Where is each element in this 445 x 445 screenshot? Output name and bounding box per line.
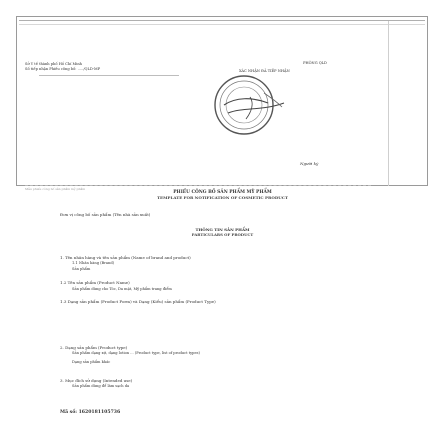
item-1: 1. Tên nhãn hàng và tên sản phẩm (Name of brand and product) [60, 255, 191, 260]
item-4-sub-1: Sản phẩm dạng xịt, dạng lotion ... (Product type, list of product types) [72, 351, 200, 355]
item-4-sub-2: Dạng sản phẩm khác [72, 360, 111, 364]
cover-header-left-1: Sở Y tế thành phố Hồ Chí Minh [25, 62, 82, 66]
cover-bottom-rule [25, 185, 371, 186]
particulars-subtitle: PARTICULARS OF PRODUCT [191, 232, 254, 237]
item-3: 1.3 Dạng sản phẩm (Product Form) và Dạng (Kiểu) sản phẩm (Product Type) [60, 299, 216, 304]
item-1-sub-1: 1.1 Nhãn hàng (Brand) [72, 261, 115, 265]
item-4: 2. Dạng sản phẩm (Product type) [60, 345, 128, 350]
particulars-title: THÔNG TIN SẢN PHẨM [195, 227, 250, 232]
cover-header-right-2: XÁC NHẬN ĐÃ TIẾP NHẬN [239, 69, 290, 73]
cover-inner-panel [21, 21, 389, 186]
cover-bottom-note: Mẫu phiếu công bố sản phẩm mỹ phẩm [25, 187, 86, 191]
cover-header-left-2: Số tiếp nhận Phiếu công bố: ...../QLD-MP [25, 67, 101, 71]
item-2: 1.2 Tên sản phẩm (Product Name) [60, 280, 130, 285]
form-subtitle: TEMPLATE FOR NOTIFICATION OF COSMETIC PRODUCT [157, 195, 288, 200]
cover-header-right-1: PHÒNG QLD [303, 61, 327, 65]
form-title: PHIẾU CÔNG BỐ SẢN PHẨM MỸ PHẨM [173, 190, 272, 195]
item-1-sub-2: Sản phẩm [72, 267, 91, 271]
item-2-sub-1: Sản phẩm dùng cho Tóc, Da mặt, Mỹ phẩm trang điểm [72, 287, 172, 291]
cover-card [16, 16, 428, 191]
item-5: 3. Mục đích sử dụng (Intended use) [60, 378, 133, 383]
footer-code: Mã số: 1620181105736 [60, 410, 121, 415]
item-5-sub-1: Sản phẩm dùng để làm sạch da [72, 384, 130, 388]
cover-divider [39, 75, 179, 76]
cover-sign-label: Người ký [300, 161, 319, 166]
seal-stamp-icon [210, 67, 290, 149]
product-owner-line: Đơn vị công bố sản phẩm (Tên nhà sản xuất) [60, 212, 151, 217]
